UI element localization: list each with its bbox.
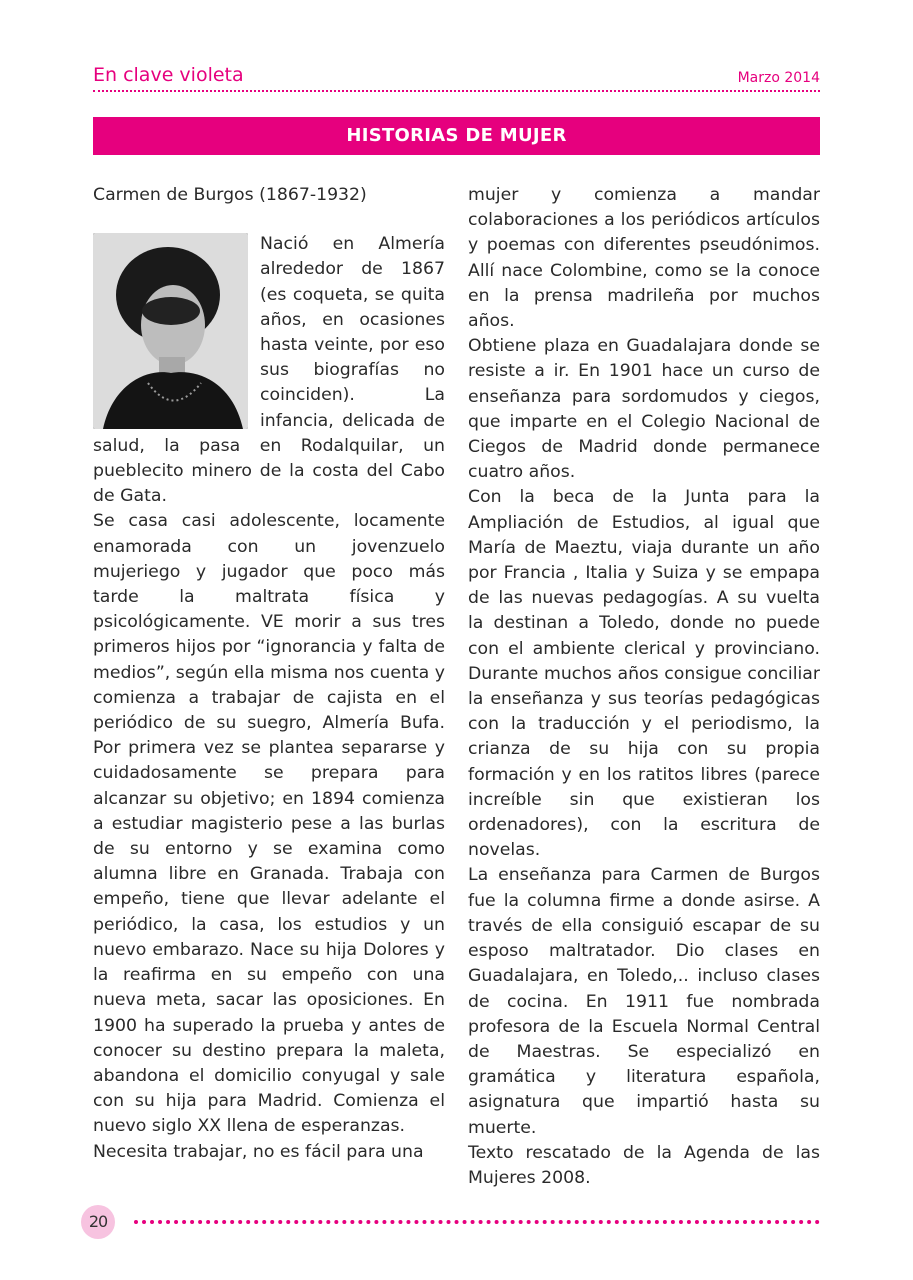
- paragraph: mujer y comienza a mandar colaboraciones a los periódicos artículos y poemas con diferentes pseudónimos. Allí nace Colombine, como se la conoce en la prensa madrileña por muchos años.: [468, 185, 820, 332]
- portrait-photo: [93, 233, 248, 429]
- right-column: [468, 183, 820, 1191]
- source-note: Texto rescatado de la Agenda de las Mujeres 2008.: [468, 1142, 820, 1188]
- paragraph: La enseñanza para Carmen de Burgos fue la columna firme a donde asirse. A través de ella consiguió escapar de su esposo maltratador. Dio clases en Guadalajara, en Toledo,.. incluso clases de cocina. En 1911 fue nombrada profesora de la Escuela Normal Central de Maestras. Se especializó en gramática y literatura española, asignatura que impartió hasta su muerte.: [468, 865, 820, 1138]
- magazine-title: En clave violeta: [93, 64, 244, 86]
- portrait-figure: [93, 233, 248, 429]
- header-divider: [93, 90, 820, 92]
- article-subtitle: Carmen de Burgos (1867-1932): [93, 185, 367, 205]
- paragraph: Obtiene plaza en Guadalajara donde se resiste a ir. En 1901 hace un curso de enseñanza para sordomudos y ciegos, que imparte en el Colegio Nacional de Ciegos de Madrid donde permanece cuatro años.: [468, 336, 820, 483]
- footer-dotted-rule: [134, 1220, 820, 1224]
- paragraph: Nació en Almería alrededor de 1867 (es coqueta, se quita años, en ocasiones hasta veinte, por eso sus biografías no coinciden). La infancia, delicada de salud, la pasa en Rodalquilar, un pueblecito minero de la costa del Cabo de Gata.: [93, 234, 445, 507]
- paragraph: Se casa casi adolescente, locamente enamorada con un jovenzuelo mujeriego y jugador que poco más tarde la maltrata física y psicológicamente. VE morir a sus tres primeros hijos por “ignorancia y falta de medios”, según ella misma nos cuenta y comienza a trabajar de cajista en el periódico de su suegro, Almería Bufa. Por primera vez se plantea separarse y cuidadosamente se prepara para alcanzar su objetivo; en 1894 comienza a estudiar magisterio pese a las burlas de su entorno y se examina como alumna libre en Granada. Trabaja con empeño, tiene que llevar adelante el periódico, la casa, los estudios y un nuevo embarazo. Nace su hija Dolores y la reafirma en su empeño con una nueva meta, sacar las oposiciones. En 1900 ha superado la prueba y antes de conocer su destino prepara la maleta, abandona el domicilio conyugal y sale con su hija para Madrid. Comienza el nuevo siglo XX llena de esperanzas.: [93, 511, 445, 1137]
- issue-date: Marzo 2014: [737, 70, 820, 86]
- page-number: 20: [81, 1205, 115, 1239]
- paragraph: Con la beca de la Junta para la Ampliación de Estudios, al igual que María de Maeztu, viaja durante un año por Francia , Italia y Suiza y se empapa de las nuevas pedagogías. A su vuelta la destinan a Toledo, donde no puede con el ambiente clerical y provinciano. Durante muchos años consigue conciliar la enseñanza y sus teorías pedagógicas con la traducción y el periodismo, la crianza de su hija con su propia formación y en los ratitos libres (parece increíble sin que existieran los ordenadores), con la escritura de novelas.: [468, 487, 820, 861]
- left-column: [93, 183, 445, 1165]
- paragraph: Necesita trabajar, no es fácil para una: [93, 1141, 424, 1162]
- section-banner: HISTORIAS DE MUJER: [93, 117, 820, 155]
